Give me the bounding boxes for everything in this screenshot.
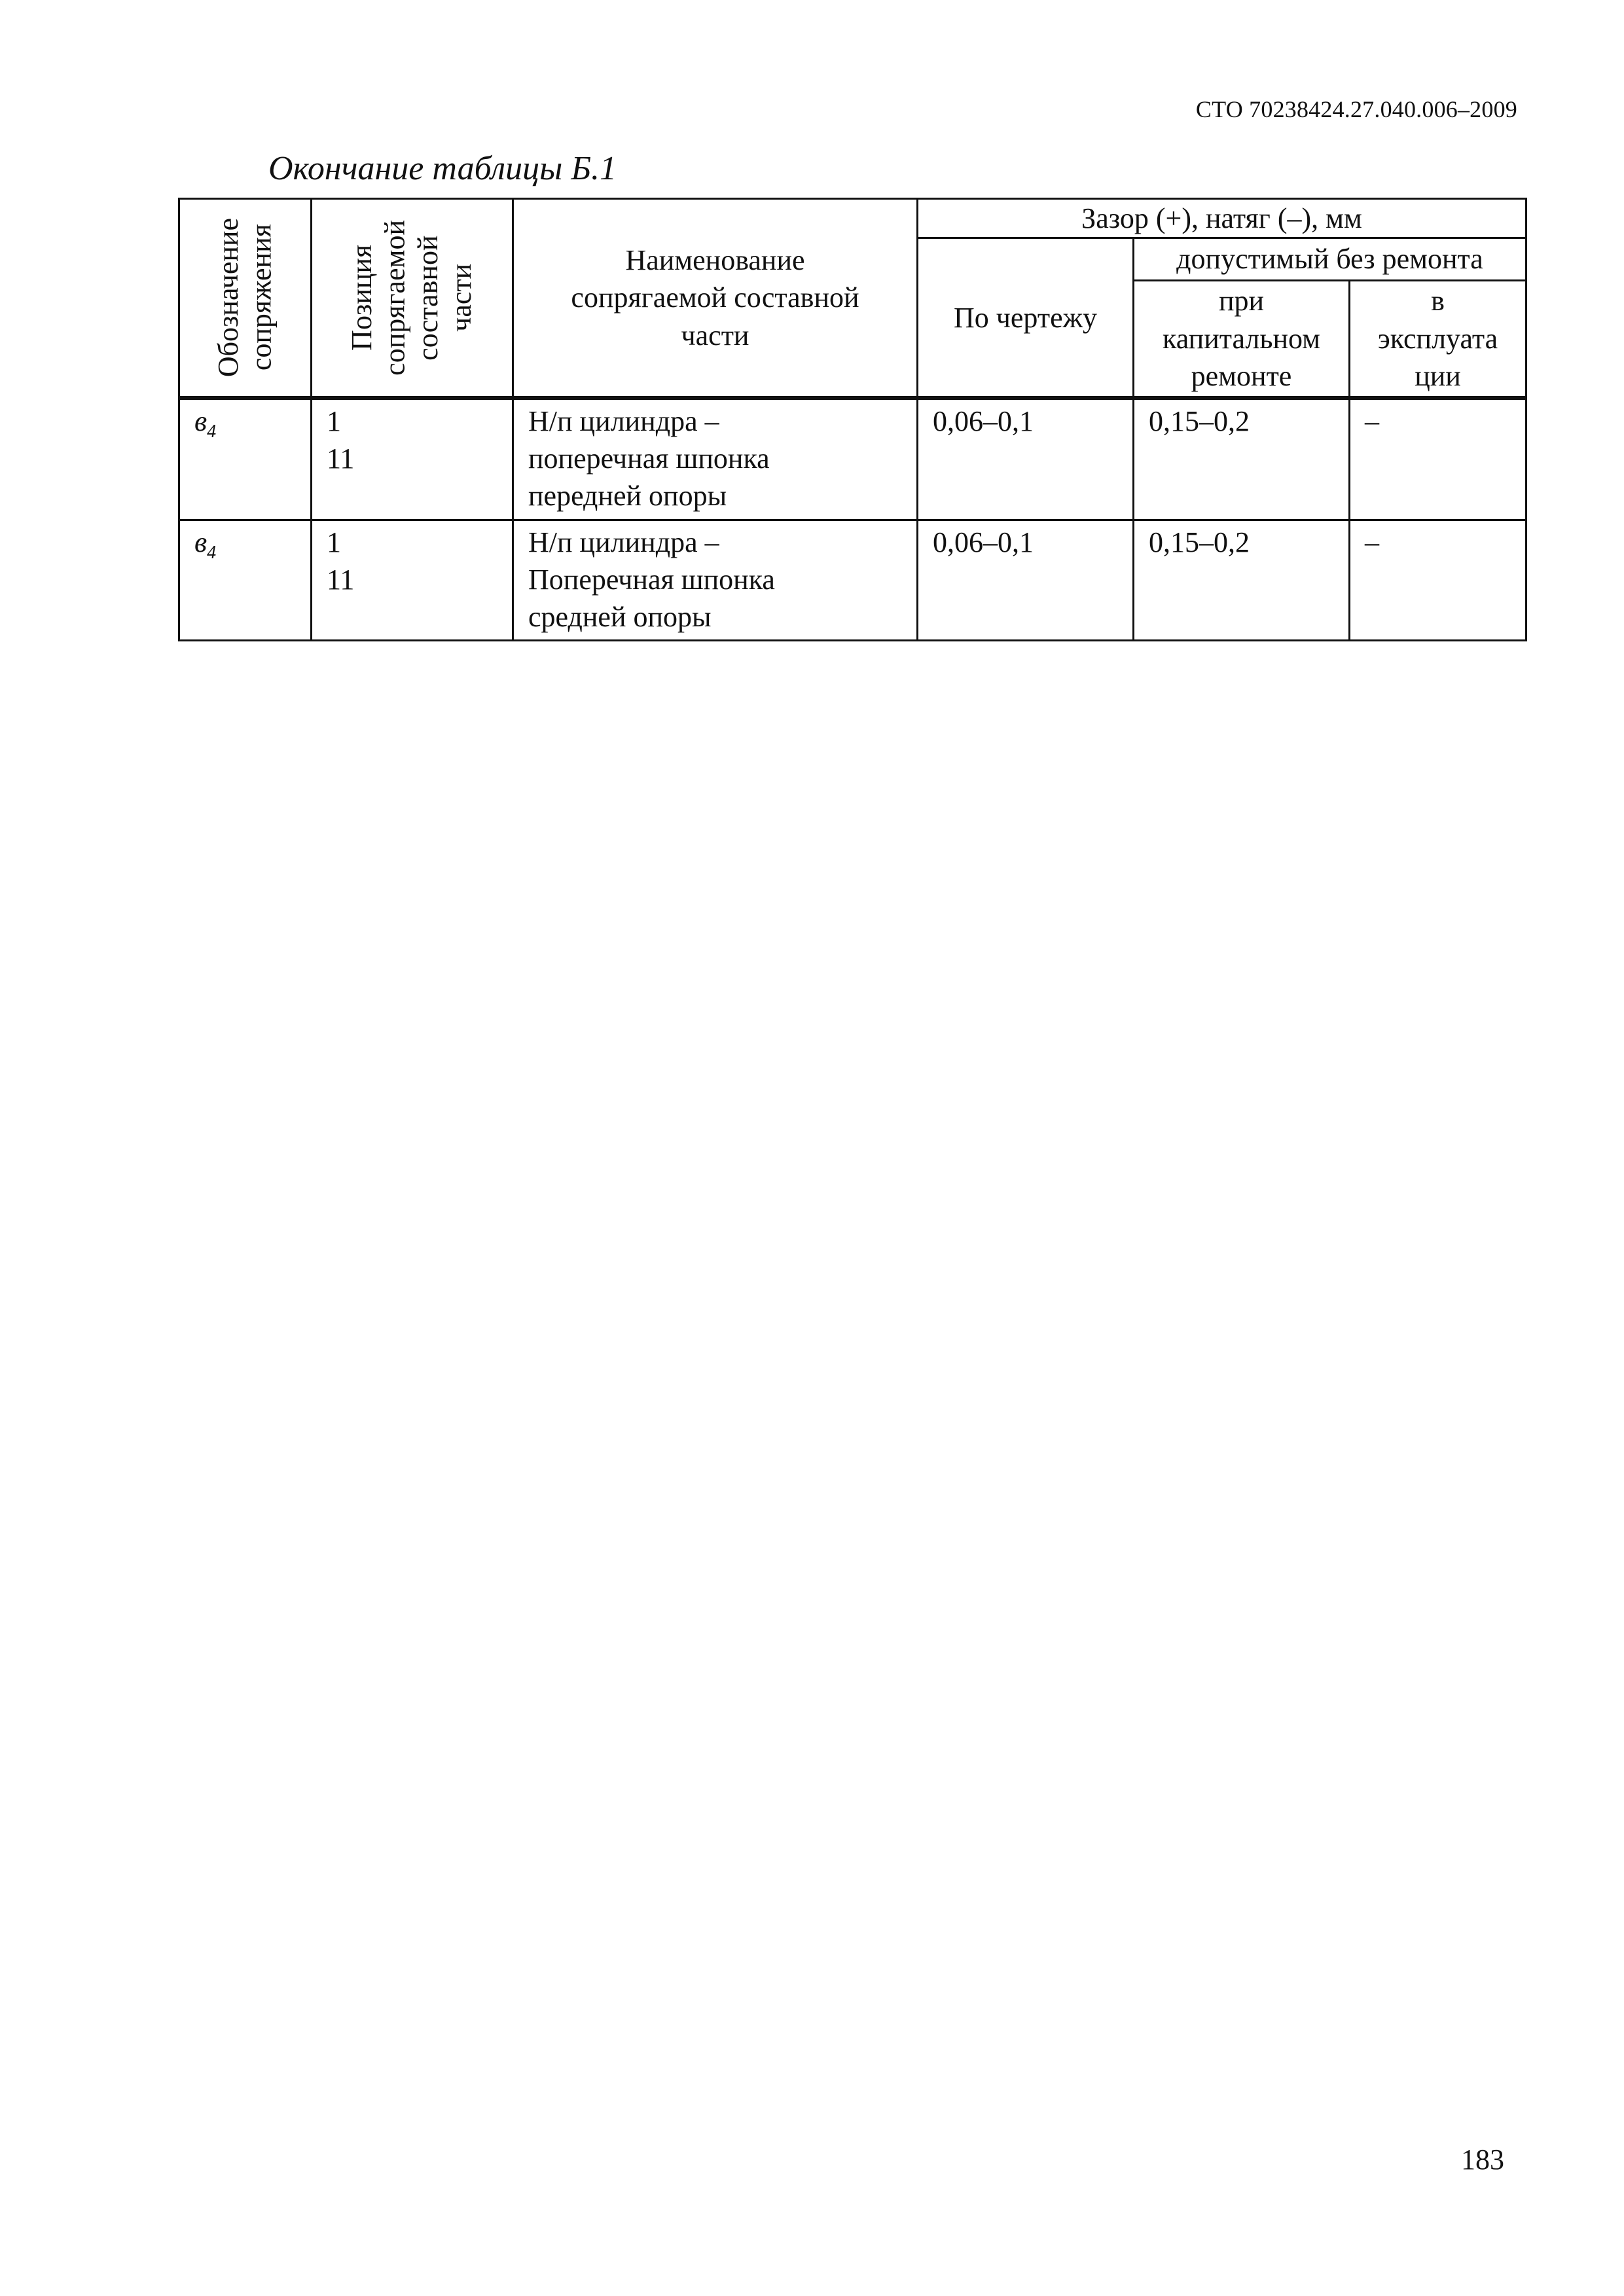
cell-overhaul: 0,15–0,2 [1134, 520, 1350, 641]
header-by-drawing: По чертежу [918, 238, 1134, 398]
header-part-name: Наименование сопрягаемой составной части [513, 199, 918, 399]
cell-part-name: Н/п цилиндра – Поперечная шпонка средней опоры [513, 520, 918, 641]
table-row [179, 398, 1526, 520]
cell-designation: $в_4$ [179, 398, 312, 520]
cell-by-drawing: 0,06–0,1 [918, 398, 1134, 520]
cell-overhaul: 0,15–0,2 [1134, 398, 1350, 520]
cell-positions: 1 11 [312, 520, 513, 641]
header-designation: Обозначение сопряжения [179, 199, 312, 399]
cell-designation: $в_4$ [179, 520, 312, 641]
table-caption: Окончание таблицы Б.1 [268, 150, 617, 187]
header-operation: в эксплуата ции [1350, 280, 1526, 398]
cell-operation: – [1350, 520, 1526, 641]
clearance-table [178, 198, 1527, 641]
cell-by-drawing: 0,06–0,1 [918, 520, 1134, 641]
header-position: Позиция сопрягаемой составной части [312, 199, 513, 399]
document-code: СТО 70238424.27.040.006–2009 [1195, 96, 1517, 122]
page-number: 183 [1461, 2144, 1504, 2176]
cell-operation: – [1350, 398, 1526, 520]
table-row [179, 520, 1526, 641]
header-allowed-group: допустимый без ремонта [1134, 238, 1526, 280]
cell-positions: 1 11 [312, 398, 513, 520]
header-gap-group: Зазор (+), натяг (–), мм [918, 199, 1526, 238]
cell-part-name: Н/п цилиндра – поперечная шпонка передней опоры [513, 398, 918, 520]
header-overhaul: при капитальном ремонте [1134, 280, 1350, 398]
